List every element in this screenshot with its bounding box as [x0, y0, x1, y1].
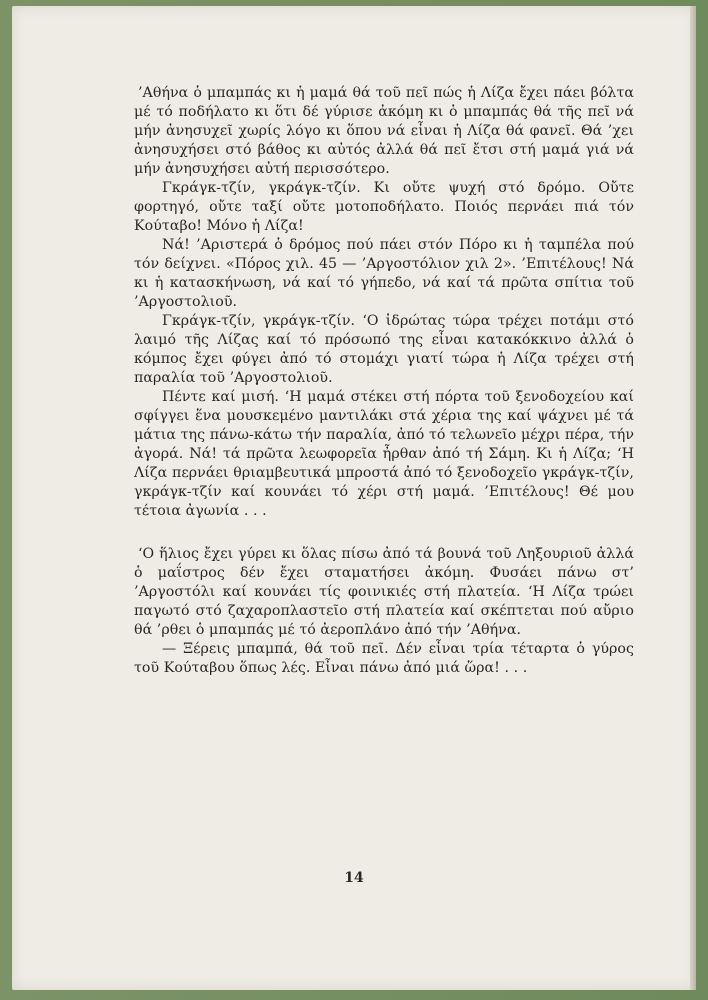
body-text: [134, 84, 634, 678]
paragraph: Γκράγκ-τζίν, γκράγκ-τζίν. Κι οὔτε ψυχή στό δρόμο. Οὔτε φορτηγό, οὔτε ταξί οὔτε μοτοποδήλατο. Ποιός περνάει πιά τόν Κούταβο! Μόνο ἡ Λίζα!: [134, 180, 634, 234]
paragraph: ’Αθήνα ὁ μπαμπάς κι ἡ μαμά θά τοῦ πεῖ πώς ἡ Λίζα ἔχει πάει βόλτα μέ τό ποδήλατο κι ὅτι δέ γύρισε ἀκόμη κι ὁ μπαμπάς θά τῆς πεῖ νά μήν ἀνησυχεῖ χωρίς λόγο κι ὅπου νά εἶναι ἡ Λίζα θά φανεῖ. Θά ’χει ἀνησυχήσει στό βάθος κι αὐτός ἀλλά θά πεῖ ἔτσι στή μαμά γιά νά μήν ἀνησυχήσει αὐτή περισσότερο.: [134, 85, 634, 177]
page-number: 14: [344, 870, 364, 886]
section-break: [134, 521, 634, 545]
paragraph: — Ξέρεις μπαμπά, θά τοῦ πεῖ. Δέν εἶναι τρία τέταρτα ὁ γύρος τοῦ Κούταβου ὅπως λές. Εἶναι πάνω ἀπό μιά ὥρα! . . .: [134, 641, 634, 676]
paragraph: Πέντε καί μισή. ‘Η μαμά στέκει στή πόρτα τοῦ ξενοδοχείου καί σφίγγει ἕνα μουσκεμένο μαντιλάκι στά χέρια της καί ψάχνει μέ τά μάτια της πάνω-κάτω τήν παραλία, ἀπό τό τελωνεῖο μέχρι πέρα, τήν ἀγορά. Νά! τά πρῶτα λεωφορεῖα ἦρθαν ἀπό τή Σάμη. Κι ἡ Λίζα; ‘Η Λίζα περνάει θριαμβευτικά μπροστά ἀπό τό ξενοδοχεῖο γκράγκ-τζίν, γκράγκ-τζίν καί κουνάει τό χέρι στή μαμά. ’Επιτέλους! Θέ μου τέτοια ἀγωνία . . .: [134, 389, 634, 519]
book-page: [12, 6, 696, 990]
paragraph: Νά! ’Αριστερά ὁ δρόμος πού πάει στόν Πόρο κι ἡ ταμπέλα πού τόν δείχνει. «Πόρος χιλ. 45 — ’Αργοστόλιον χιλ 2». ’Επιτέλους! Νά κι ἡ κατασκήνωση, νά καί τό γήπεδο, νά καί τά πρῶτα σπίτια τοῦ ’Αργοστολιοῦ.: [134, 237, 634, 310]
paragraph: ‘Ο ἥλιος ἔχει γύρει κι ὅλας πίσω ἀπό τά βουνά τοῦ Ληξουριοῦ ἀλλά ὁ μαΐστρος δέν ἔχει σταματήσει ἀκόμη. Φυσάει πάνω στ’ ’Αργοστόλι καί κουνάει τίς φοινικιές στή πλατεία. ‘Η Λίζα τρώει παγωτό στό ζαχαροπλαστεῖο στή πλατεία καί σκέπτεται πού αὔριο θά ’ρθει ὁ μπαμπάς μέ τό ἀεροπλάνο ἀπό τήν ’Αθήνα.: [134, 546, 634, 638]
page-edge: [690, 6, 696, 990]
paragraph: Γκράγκ-τζίν, γκράγκ-τζίν. ‘Ο ἱδρώτας τώρα τρέχει ποτάμι στό λαιμό τῆς Λίζας καί τό πρόσωπό της εἶναι κατακόκκινο ἀλλά ὁ κόμπος ἔχει φύγει ἀπό τό στομάχι γιατί τώρα ἡ Λίζα τρέχει στή παραλία τοῦ ’Αργοστολιοῦ.: [134, 313, 634, 386]
